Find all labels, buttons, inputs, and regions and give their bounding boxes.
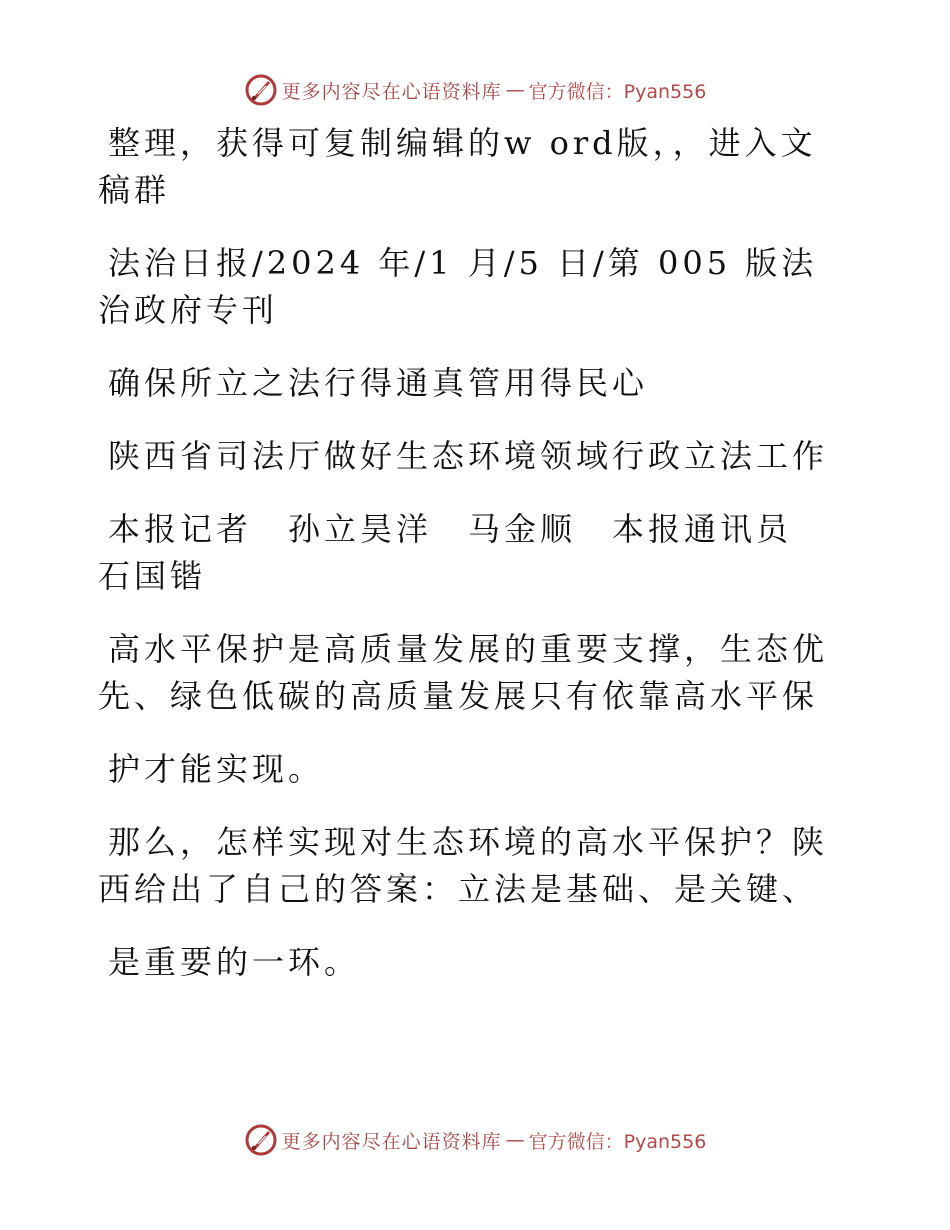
feather-quill-logo-icon [244,73,278,107]
document-body [98,120,828,1012]
footer-banner-dash: — [505,1129,525,1151]
header-banner-dash: — [505,79,525,101]
paragraph-source: 法治日报/2024 年/1 月/5 日/第 005 版法治政府专刊 [98,244,818,329]
paragraph-byline: 本报记者 孙立昊洋 马金顺 本报通讯员 石国锴 [98,510,829,595]
paragraph-body-1: 高水平保护是高质量发展的重要支撑，生态优先、绿色低碳的高质量发展只有依靠高水平保 [98,630,829,715]
paragraph-body-3: 那么，怎样实现对生态环境的高水平保护？陕西给出了自己的答案：立法是基础、是关键、 [98,823,829,908]
footer-watermark-banner [0,1120,950,1160]
footer-banner-content [244,1123,707,1157]
paragraph-body-4: 是重要的一环。 [108,943,361,981]
header-banner-content [244,73,707,107]
footer-banner-title: 更多内容尽在心语资料库 [281,1130,502,1153]
paragraph-headline: 确保所立之法行得通真管用得民心 [108,364,649,402]
paragraph-subheadline: 陕西省司法厅做好生态环境领域行政立法工作 [108,437,829,475]
feather-quill-logo-icon [244,1123,278,1157]
header-banner-title: 更多内容尽在心语资料库 [281,80,502,103]
paragraph-intro: 整理，获得可复制编辑的w ord版，，进入文稿群 [98,124,817,209]
footer-banner-wechat: 官方微信：Pyan556 [528,1130,707,1153]
header-watermark-banner [0,70,950,110]
paragraph-body-2: 护才能实现。 [108,750,325,788]
header-banner-wechat: 官方微信：Pyan556 [528,80,707,103]
